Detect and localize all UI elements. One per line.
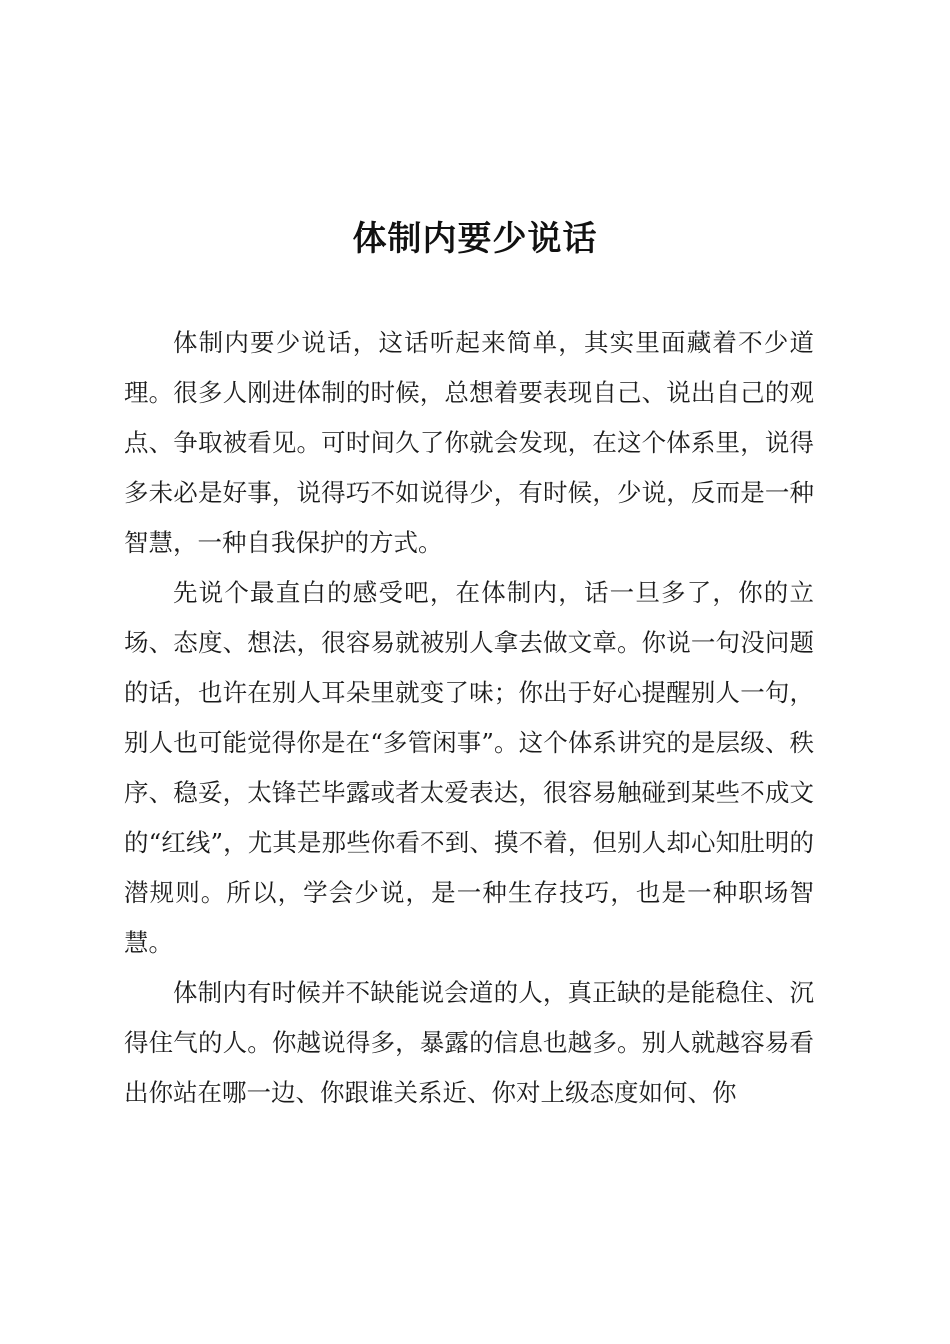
document-title: 体制内要少说话 xyxy=(352,219,598,259)
document-body xyxy=(124,318,814,1118)
paragraph-1: 体制内要少说话，这话听起来简单，其实里面藏着不少道理。很多人刚进体制的时候，总想着要表现自己、说出自己的观点、争取被看见。可时间久了你就会发现，在这个体系里，说得多未必是好事，说得巧不如说得少，有时候，少说，反而是一种智慧，一种自我保护的方式。 xyxy=(124,328,814,557)
paragraph-3: 体制内有时候并不缺能说会道的人，真正缺的是能稳住、沉得住气的人。你越说得多，暴露的信息也越多。别人就越容易看出你站在哪一边、你跟谁关系近、你对上级态度如何、你 xyxy=(124,978,814,1107)
paragraph-2: 先说个最直白的感受吧，在体制内，话一旦多了，你的立场、态度、想法，很容易就被别人拿去做文章。你说一句没问题的话，也许在别人耳朵里就变了味；你出于好心提醒别人一句，别人也可能觉得你是在“多管闲事”。这个体系讲究的是层级、秩序、稳妥，太锋芒毕露或者太爱表达，很容易触碰到某些不成文的“红线”，尤其是那些你看不到、摸不着，但别人却心知肚明的潜规则。所以，学会少说，是一种生存技巧，也是一种职场智慧。 xyxy=(124,578,814,957)
